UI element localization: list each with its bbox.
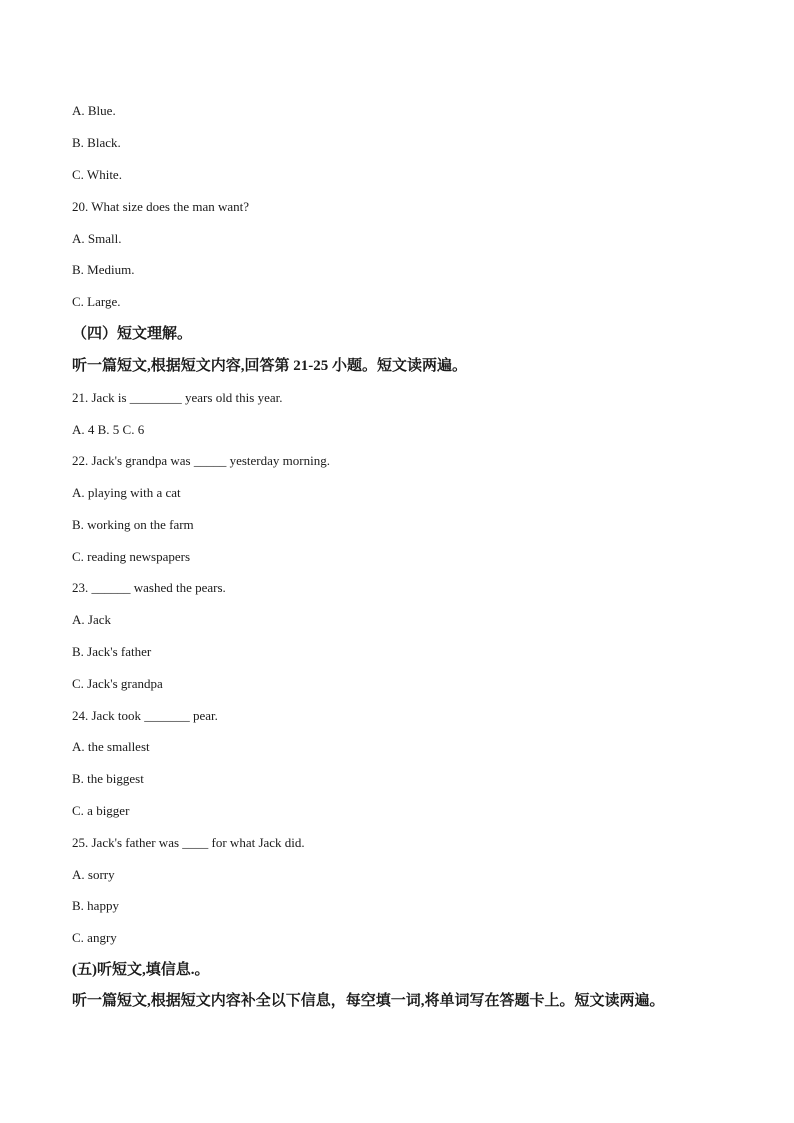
section-4-title: （四）短文理解。 [72,326,193,342]
q22-question: 22. Jack's grandpa was _____ yesterday morning. [72,453,330,468]
q25-option-b: B. happy [72,898,119,913]
q19-option-b: B. Black. [72,135,121,150]
q20-question: 20. What size does the man want? [72,199,250,214]
q21-question: 21. Jack is ________ years old this year. [72,390,283,405]
section-5-title: (五)听短文,填信息.。 [72,962,210,978]
q25-question: 25. Jack's father was ____ for what Jack did. [72,835,305,850]
section-5-instructions: 听一篇短文,根据短文内容补全以下信息，每空填一词,将单词写在答题卡上。短文读两遍。 [72,993,665,1009]
q19-option-a: A. Blue. [72,103,116,118]
q23-option-a: A. Jack [72,612,111,627]
q23-question: 23. ______ washed the pears. [72,580,226,595]
q24-option-a: A. the smallest [72,739,150,754]
q19-option-c: C. White. [72,167,122,182]
q22-option-a: A. playing with a cat [72,485,181,500]
q20-option-b: B. Medium. [72,262,135,277]
q23-option-b: B. Jack's father [72,644,152,659]
q23-option-c: C. Jack's grandpa [72,676,163,691]
q22-option-b: B. working on the farm [72,517,194,532]
q24-option-b: B. the biggest [72,771,144,786]
q20-option-a: A. Small. [72,231,122,246]
section-4-instructions: 听一篇短文,根据短文内容,回答第 21-25 小题。短文读两遍。 [72,358,467,374]
q20-option-c: C. Large. [72,294,121,309]
q24-option-c: C. a bigger [72,803,130,818]
q25-option-c: C. angry [72,930,117,945]
q25-option-a: A. sorry [72,867,115,882]
q24-question: 24. Jack took _______ pear. [72,708,218,723]
q21-options: A. 4 B. 5 C. 6 [72,422,145,437]
q22-option-c: C. reading newspapers [72,549,191,564]
